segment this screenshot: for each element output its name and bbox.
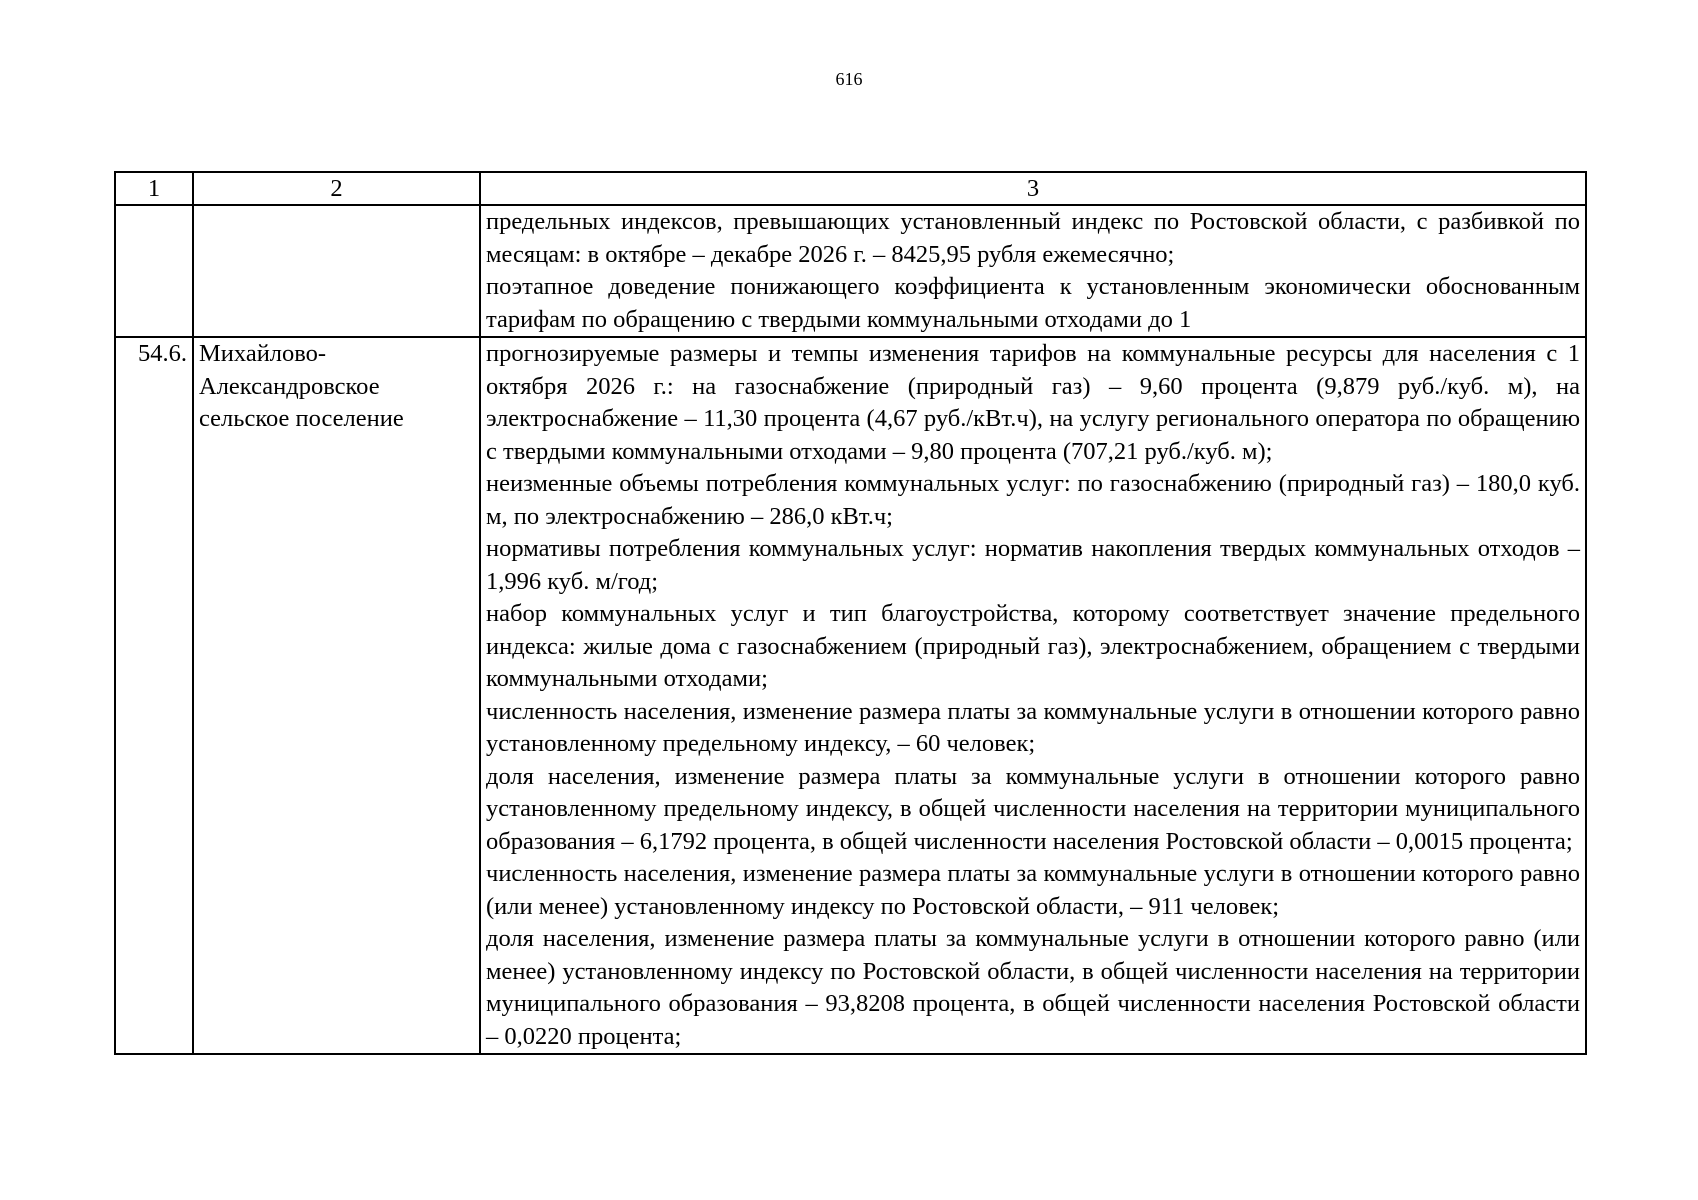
- paragraph: нормативы потребления коммунальных услуг: норматив накопления твердых коммунальных отходов – 1,996 куб. м/год;: [486, 535, 1580, 595]
- description-cell: [480, 205, 1586, 337]
- paragraph: численность населения, изменение размера платы за коммунальные услуги в отношении которого равно установленному предельному индексу, – 60 человек;: [486, 697, 1580, 757]
- paragraph: поэтапное доведение понижающего коэффициента к установленным экономически обоснованным тарифам по обращению с твердыми коммунальными отходами до 1: [486, 273, 1580, 333]
- row-number: [115, 205, 193, 337]
- header-col-2: 2: [193, 172, 480, 205]
- paragraph: прогнозируемые размеры и темпы изменения тарифов на коммунальные ресурсы для населения с 1 октября 2026 г.: на газоснабжение (природный газ) – 9,60 процента (9,879 руб./куб. м), на электроснабжение – 11,30 процента (4,67 руб./кВт.ч), на услугу регионального оператора по обращению с твердыми коммунальными отходами – 9,80 процента (707,21 руб./куб. м);: [486, 340, 1580, 465]
- table-row: [115, 337, 1586, 1054]
- paragraph: численность населения, изменение размера платы за коммунальные услуги в отношении которого равно (или менее) установленному индексу по Ростовской области, – 911 человек;: [486, 860, 1580, 920]
- paragraph: неизменные объемы потребления коммунальных услуг: по газоснабжению (природный газ) – 180,0 куб. м, по электроснабжению – 286,0 кВт.ч;: [486, 470, 1580, 530]
- page-number: 616: [835, 69, 863, 89]
- paragraph: доля населения, изменение размера платы за коммунальные услуги в отношении которого равно (или менее) установленному индексу по Ростовской области, в общей численности населения на территории муниципального образования – 93,8208 процента, в общей численности населения Ростовской области – 0,0220 процента;: [486, 925, 1580, 1050]
- table-row: [115, 205, 1586, 337]
- paragraph: предельных индексов, превышающих установленный индекс по Ростовской области, с разбивкой по месяцам: в октябре – декабре 2026 г. – 8425,95 рубля ежемесячно;: [486, 208, 1580, 268]
- table-header: [115, 172, 1586, 205]
- tariff-table: [114, 171, 1587, 1055]
- settlement-name: Михайлово-Александровское сельское поселение: [193, 337, 480, 1054]
- description-cell: [480, 337, 1586, 1054]
- paragraph: доля населения, изменение размера платы за коммунальные услуги в отношении которого равно установленному предельному индексу, в общей численности населения на территории муниципального образования – 6,1792 процента, в общей численности населения Ростовской области – 0,0015 процента;: [486, 762, 1580, 855]
- paragraph: набор коммунальных услуг и тип благоустройства, которому соответствует значение предельного индекса: жилые дома с газоснабжением (природный газ), электроснабжением, обращением с твердыми коммунальными отходами;: [486, 600, 1580, 692]
- header-col-1: 1: [115, 172, 193, 205]
- row-number: 54.6.: [115, 337, 193, 1054]
- header-row: [115, 172, 1586, 205]
- settlement-name: [193, 205, 480, 337]
- header-col-3: 3: [480, 172, 1586, 205]
